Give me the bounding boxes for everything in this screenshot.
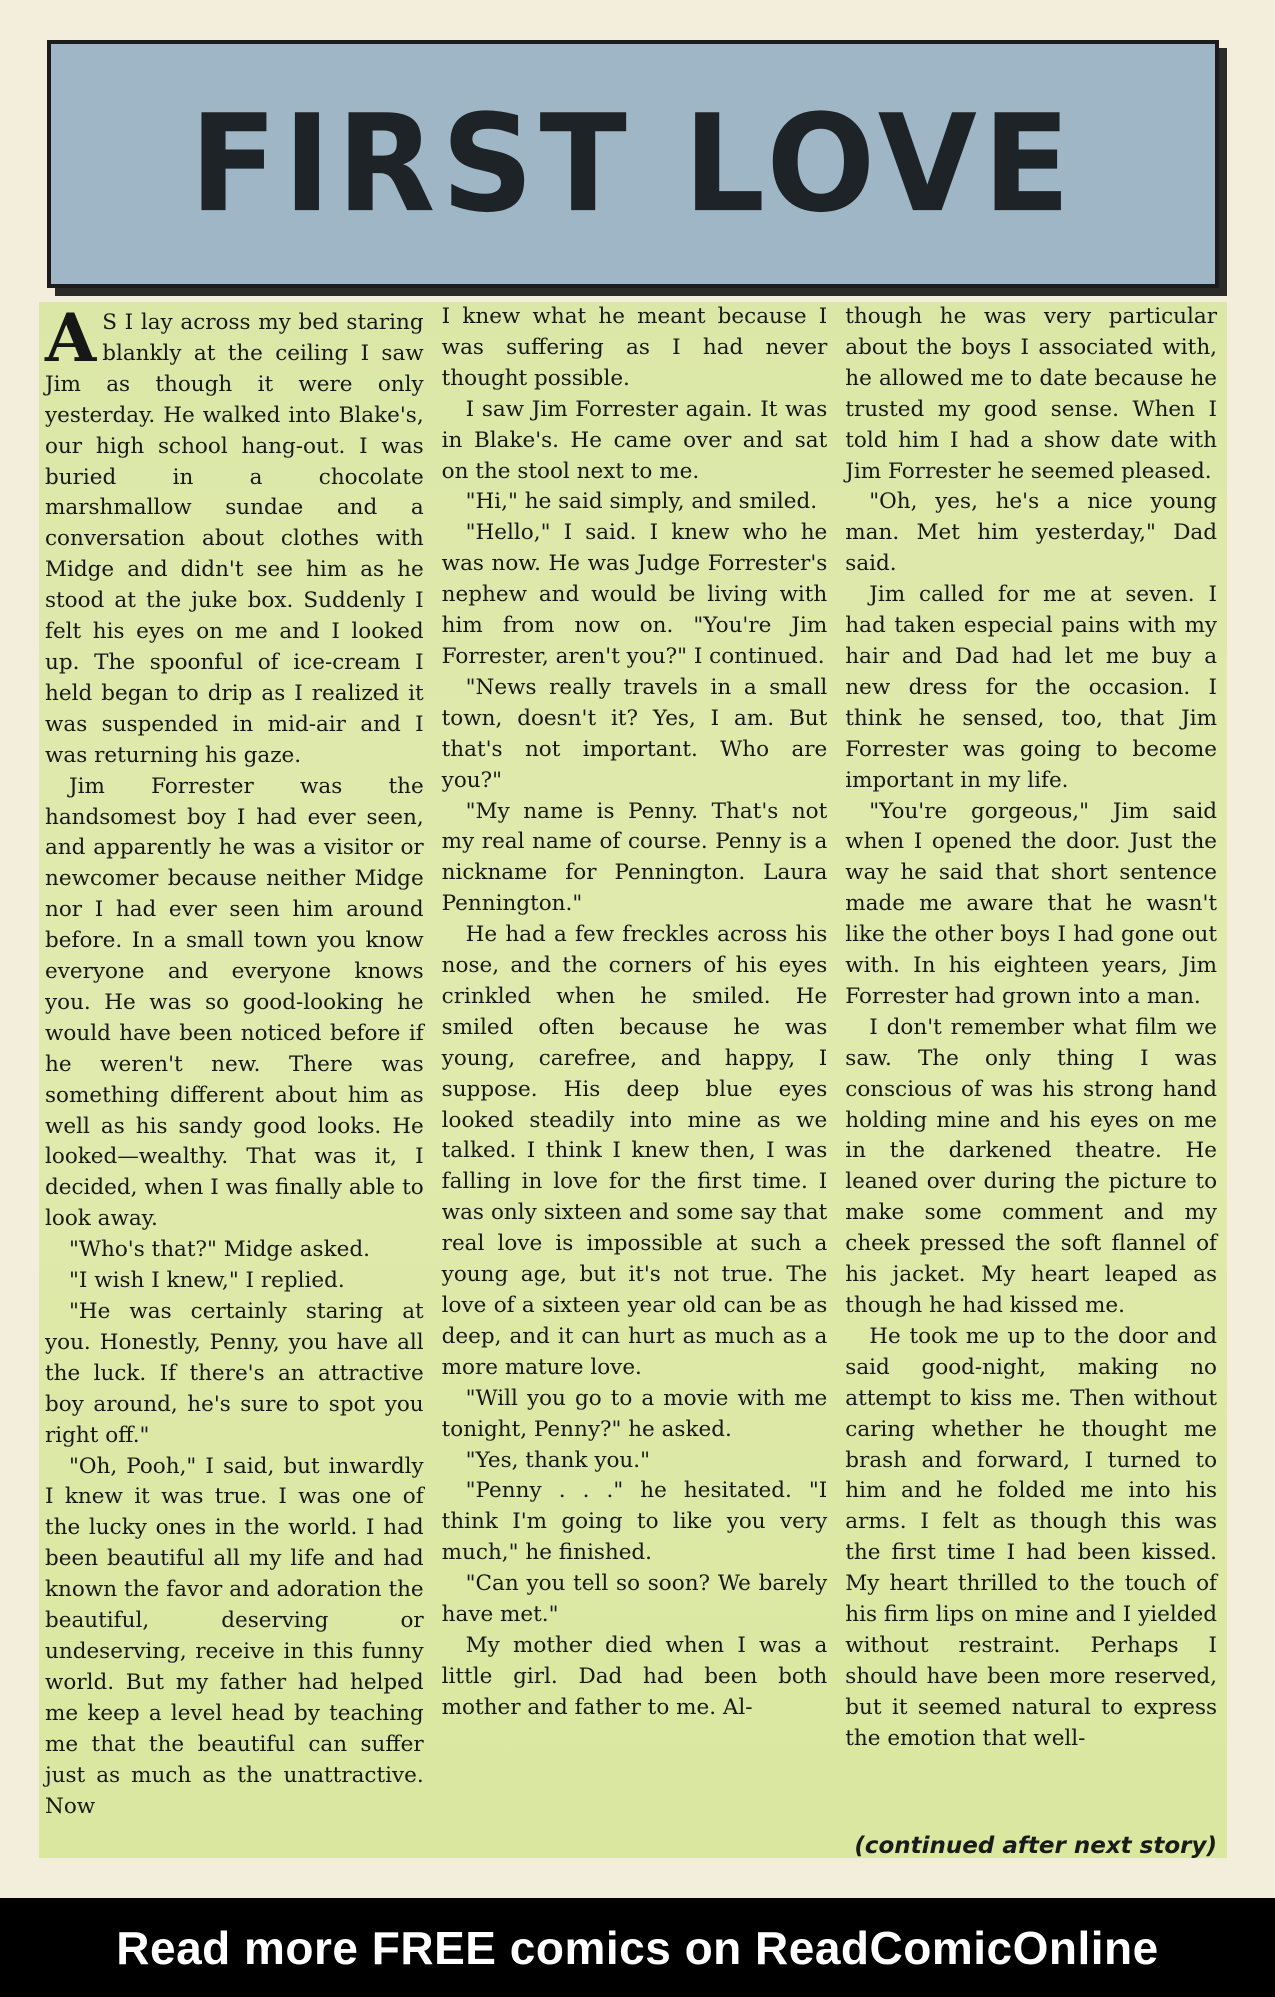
- story-columns: [39, 302, 1227, 1832]
- story-column-1: [43, 302, 436, 1832]
- paragraph: "Oh, yes, he's a nice young man. Met him yesterday," Dad said.: [845, 489, 1218, 577]
- paragraph: "He was certainly staring at you. Honestly, Penny, you have all the luck. If there's an attractive boy around, he's sure to spot you right off.": [45, 1299, 424, 1448]
- paragraph: I don't remember what film we saw. The only thing I was conscious of was his strong hand holding mine and his eyes on me in the darkened theatre. He leaned over during the picture to make some comment and my cheek pressed the soft flannel of his jacket. My heart leaped as though he had kissed me.: [845, 1014, 1218, 1318]
- paragraph: "My name is Penny. That's not my real name of course. Penny is a nickname for Pennington. Laura Pennington.": [441, 798, 828, 917]
- promo-banner-text[interactable]: Read more FREE comics on ReadComicOnline: [116, 1921, 1159, 1974]
- paragraph: "Penny . . ." he hesitated. "I think I'm going to like you very much," he finished.: [441, 1478, 828, 1566]
- paragraph: Jim Forrester was the handsomest boy I had ever seen, and apparently he was a visitor or newcomer because neither Midge nor I had ever seen him around before. In a small town you know everyone and everyone knows you. He was so good-looking he would have been noticed before if he weren't new. There was something different about him as well as his sandy good looks. He looked—wealthy. That was it, I decided, when I was finally able to look away.: [45, 773, 424, 1232]
- story-column-3: [839, 302, 1221, 1832]
- paragraph: A S I lay across my bed staring blankly at the ceiling I saw Jim as though it were only yesterday. He walked into Blake's, our high school hang-out. I was buried in a chocolate marshmallow sundae and a conversation about clothes with Midge and didn't see him as he stood at the juke box. Suddenly I felt his eyes on me and I looked up. The spoonful of ice-cream I held began to drip as I realized it was suspended in mid-air and I was returning his gaze.: [45, 302, 424, 768]
- paragraph: "Oh, Pooh," I said, but inwardly I knew it was true. I was one of the lucky ones in the world. I had been beautiful all my life and had known the favor and adoration the beautiful, deserving or undeserving, receive in this funny world. But my father had helped me keep a level head by teaching me that the beautiful can suffer just as much as the unattractive. Now: [45, 1453, 424, 1819]
- paragraph: I knew what he meant because I was suffering as I had never thought possible.: [441, 304, 828, 391]
- paragraph: I saw Jim Forrester again. It was in Blake's. He came over and sat on the stool next to me.: [441, 396, 828, 484]
- paragraph: He took me up to the door and said good-night, making no attempt to kiss me. Then without caring whether he thought me brash and forward, I turned to him and he folded me into his arms. I felt as though this was the first time I had been kissed. My heart thrilled to the touch of his firm lips on mine and I yielded without restraint. Perhaps I should have been more reserved, but it seemed natural to express the emotion that well-: [845, 1323, 1218, 1751]
- story-title: FIRST LOVE: [189, 85, 1077, 243]
- paragraph: He had a few freckles across his nose, and the corners of his eyes crinkled when he smiled. He smiled often because he was young, carefree, and happy, I suppose. His deep blue eyes looked steadily into mine as we talked. I think I knew then, I was falling in love for the first time. I was only sixteen and some say that real love is impossible at such a young age, but it's not true. The love of a sixteen year old can be as deep, and it can hurt as much as a more mature love.: [441, 922, 828, 1380]
- paragraph: "Can you tell so soon? We barely have met.": [441, 1571, 828, 1628]
- drop-cap: A: [45, 302, 97, 377]
- paragraph: "Yes, thank you.": [465, 1447, 650, 1473]
- paragraph: "News really travels in a small town, doesn't it? Yes, I am. But that's not important. Who are you?": [441, 674, 828, 793]
- paragraph: "You're gorgeous," Jim said when I opened the door. Just the way he said that short sentence made me aware that he wasn't like the other boys I had gone out with. In his eighteen years, Jim Forrester had grown into a man.: [845, 798, 1218, 1009]
- paragraph: Jim called for me at seven. I had taken especial pains with my hair and Dad had let me buy a new dress for the occasion. I think he sensed, too, that Jim Forrester was going to become important in my life.: [845, 582, 1218, 793]
- paragraph: My mother died when I was a little girl. Dad had been both mother and father to me. Al-: [441, 1632, 828, 1720]
- continued-note: (continued after next story): [854, 1833, 1217, 1859]
- paragraph: "Who's that?" Midge asked.: [69, 1237, 370, 1263]
- paragraph: "Hello," I said. I knew who he was now. He was Judge Forrester's nephew and would be living with him from now on. "You're Jim Forrester, aren't you?" I continued.: [441, 520, 828, 669]
- paragraph: "Will you go to a movie with me tonight, Penny?" he asked.: [441, 1385, 828, 1442]
- story-column-2: [436, 302, 840, 1832]
- paragraph: "Hi," he said simply, and smiled.: [465, 489, 818, 515]
- promo-banner[interactable]: [0, 1898, 1275, 1997]
- title-panel: [47, 40, 1219, 288]
- paragraph: though he was very particular about the boys I associated with, he allowed me to date because he trusted my good sense. When I told him I had a show date with Jim Forrester he seemed pleased.: [845, 304, 1218, 484]
- paragraph: "I wish I knew," I replied.: [69, 1268, 345, 1294]
